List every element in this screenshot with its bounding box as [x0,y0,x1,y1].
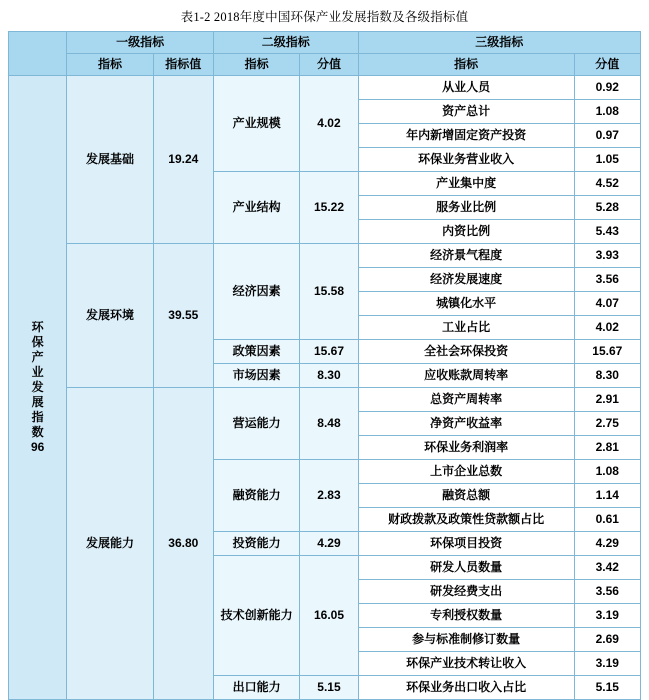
level1-index-cell: 发展能力 [67,388,153,700]
header-group-row [9,32,641,54]
level3-index-cell: 研发人员数量 [358,556,574,580]
level2-index-cell: 出口能力 [213,676,299,700]
table-body [9,76,641,700]
level3-index-cell: 参与标准制修订数量 [358,628,574,652]
level3-score-cell: 2.75 [574,412,640,436]
table-row [9,388,641,412]
level3-score-cell: 3.56 [574,580,640,604]
level3-score-cell: 2.91 [574,388,640,412]
header-level3-score: 分值 [574,54,640,76]
level3-index-cell: 全社会环保投资 [358,340,574,364]
level3-index-cell: 从业人员 [358,76,574,100]
level3-score-cell: 4.07 [574,292,640,316]
level3-index-cell: 产业集中度 [358,172,574,196]
table-header [9,32,641,76]
level2-index-cell: 政策因素 [213,340,299,364]
header-group-level3: 三级指标 [358,32,640,54]
level3-index-cell: 净资产收益率 [358,412,574,436]
level3-score-cell: 1.08 [574,100,640,124]
level3-index-cell: 环保业务利润率 [358,436,574,460]
level2-index-cell: 技术创新能力 [213,556,299,676]
root-index-value: 96 [30,440,45,454]
level2-score-cell: 4.02 [300,76,358,172]
level2-score-cell: 8.30 [300,364,358,388]
table-caption: 表1-2 2018年度中国环保产业发展指数及各级指标值 [180,10,469,24]
level3-score-cell: 4.02 [574,316,640,340]
level3-index-cell: 经济景气程度 [358,244,574,268]
level2-score-cell: 16.05 [300,556,358,676]
level3-index-cell: 上市企业总数 [358,460,574,484]
level3-index-cell: 总资产周转率 [358,388,574,412]
header-level1-index: 指标 [67,54,153,76]
level2-index-cell: 产业规模 [213,76,299,172]
level2-index-cell: 营运能力 [213,388,299,460]
level2-index-cell: 融资能力 [213,460,299,532]
level3-score-cell: 1.05 [574,148,640,172]
level3-score-cell: 3.93 [574,244,640,268]
level2-score-cell: 5.15 [300,676,358,700]
level3-score-cell: 3.19 [574,604,640,628]
level3-index-cell: 环保产业技术转让收入 [358,652,574,676]
level3-index-cell: 工业占比 [358,316,574,340]
table-row [9,244,641,268]
level3-score-cell: 4.52 [574,172,640,196]
level3-index-cell: 环保业务营业收入 [358,148,574,172]
level3-index-cell: 城镇化水平 [358,292,574,316]
level3-score-cell: 3.42 [574,556,640,580]
level1-value-cell: 36.80 [153,388,213,700]
root-index-label: 环 保 产 业 发 展 指 数 [31,320,44,439]
level3-score-cell: 5.15 [574,676,640,700]
level3-score-cell: 1.08 [574,460,640,484]
level2-index-cell: 市场因素 [213,364,299,388]
header-sub-row [9,54,641,76]
level3-score-cell: 15.67 [574,340,640,364]
level1-value-cell: 39.55 [153,244,213,388]
level3-index-cell: 研发经费支出 [358,580,574,604]
level2-score-cell: 4.29 [300,532,358,556]
level3-index-cell: 年内新增固定资产投资 [358,124,574,148]
level3-index-cell: 专利授权数量 [358,604,574,628]
header-group-level1: 一级指标 [67,32,214,54]
level2-score-cell: 15.67 [300,340,358,364]
index-table [8,31,641,700]
level1-value-cell: 19.24 [153,76,213,244]
root-index-cell [9,76,67,700]
level3-index-cell: 环保业务出口收入占比 [358,676,574,700]
level3-index-cell: 融资总额 [358,484,574,508]
level3-score-cell: 5.43 [574,220,640,244]
level3-score-cell: 3.56 [574,268,640,292]
level3-score-cell: 1.14 [574,484,640,508]
level3-index-cell: 内资比例 [358,220,574,244]
level2-index-cell: 产业结构 [213,172,299,244]
level3-index-cell: 应收账款周转率 [358,364,574,388]
level3-score-cell: 0.92 [574,76,640,100]
level2-index-cell: 投资能力 [213,532,299,556]
level3-score-cell: 0.61 [574,508,640,532]
level2-score-cell: 8.48 [300,388,358,460]
level3-index-cell: 环保项目投资 [358,532,574,556]
level1-index-cell: 发展环境 [67,244,153,388]
level2-score-cell: 15.22 [300,172,358,244]
header-group-level2: 二级指标 [213,32,358,54]
level3-score-cell: 8.30 [574,364,640,388]
level3-score-cell: 2.69 [574,628,640,652]
level3-score-cell: 0.97 [574,124,640,148]
header-level2-score: 分值 [300,54,358,76]
level3-score-cell: 2.81 [574,436,640,460]
level1-index-cell: 发展基础 [67,76,153,244]
level2-score-cell: 15.58 [300,244,358,340]
level3-index-cell: 经济发展速度 [358,268,574,292]
level3-score-cell: 5.28 [574,196,640,220]
header-level1-value: 指标值 [153,54,213,76]
header-root-corner [9,32,67,76]
level3-score-cell: 4.29 [574,532,640,556]
level3-index-cell: 财政拨款及政策性贷款额占比 [358,508,574,532]
table-row [9,76,641,100]
level2-score-cell: 2.83 [300,460,358,532]
level3-index-cell: 服务业比例 [358,196,574,220]
level3-score-cell: 3.19 [574,652,640,676]
header-level3-index: 指标 [358,54,574,76]
level3-index-cell: 资产总计 [358,100,574,124]
level2-index-cell: 经济因素 [213,244,299,340]
header-level2-index: 指标 [213,54,299,76]
